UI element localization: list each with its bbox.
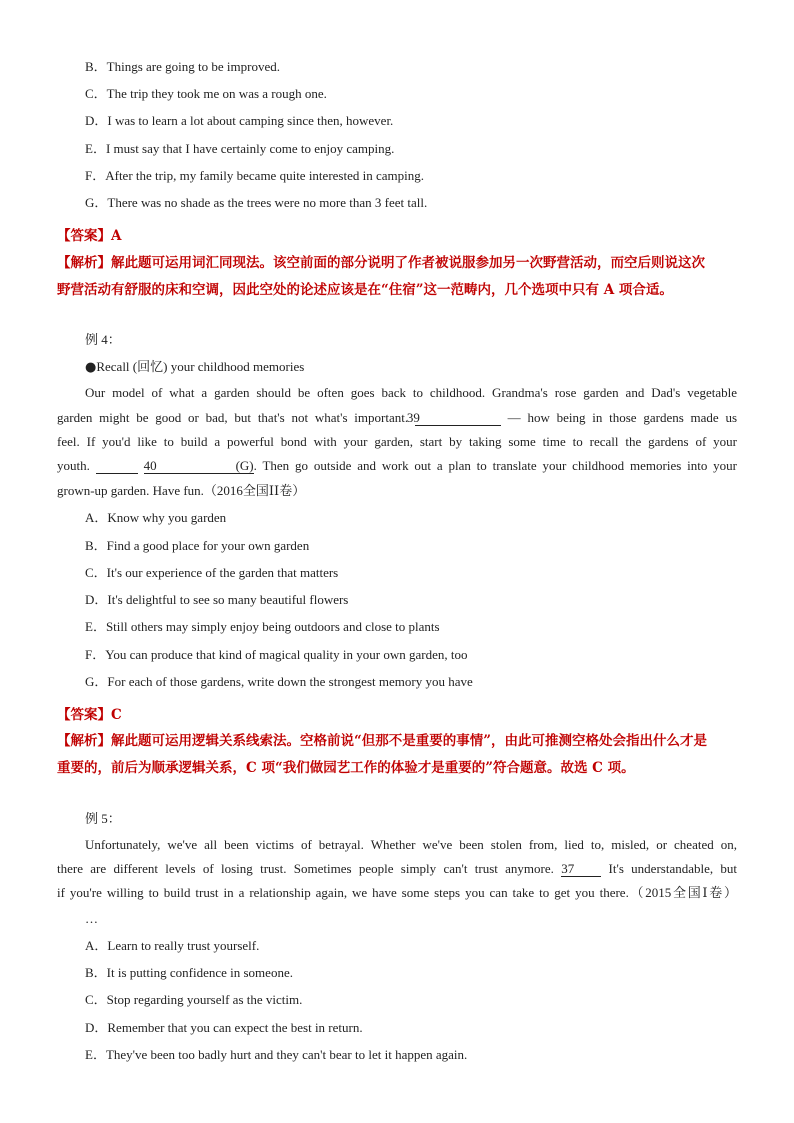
ellipsis: … [85,911,98,926]
analysis-1-line-1 [57,254,705,272]
option-f-top: F．After the trip, my family became quite interested in camping. [85,168,424,183]
answer-1 [57,227,121,245]
option-d-top: D．I was to learn a lot about camping since then, however. [85,113,394,128]
option-4-g: G．For each of those gardens, write down the strongest memory you have [85,674,473,689]
analysis-2-line-1 [57,732,707,750]
passage-4-line-1: Our model of what a garden should be often goes back to childhood. Grandma's rose garden and Dad's vegetable [85,385,737,400]
answer-label: 【答案】 [57,707,111,723]
blank-37: 37 [561,861,601,877]
passage-4-line-2: garden might be good or bad, but that's not what's important. 39 — how being in those gardens made us [57,410,738,425]
option-4-b: B．Find a good place for your own garden [85,538,310,553]
option-e-top: E．I must say that I have certainly come to enjoy camping. [85,141,395,156]
blank-39: 39 [415,410,501,426]
option-4-a: A．Know why you garden [85,510,227,525]
example-5-title: 例 5： [85,811,121,826]
option-4-c: C．It's our experience of the garden that matters [85,565,339,580]
answer-value: C [111,707,122,723]
bullet-icon: ● [85,360,97,375]
option-g-top: G．There was no shade as the trees were no more than 3 feet tall. [85,195,428,210]
option-4-e: E．Still others may simply enjoy being outdoors and close to plants [85,619,440,634]
answer-label: 【答案】 [57,228,111,244]
analysis-label: 【解析】 [57,255,111,271]
option-4-d: D．It's delightful to see so many beautiful flowers [85,592,349,607]
passage-5-line-3: if you're willing to build trust in a relationship again, we have some steps you can take to get you there.（2015全国Ⅰ卷） [57,885,737,900]
example-4-heading [85,358,304,377]
option-5-a: A．Learn to really trust yourself. [85,938,260,953]
option-5-d: D．Remember that you can expect the best in return. [85,1020,363,1035]
blank-40-lead [96,458,138,474]
option-5-e: E．They've been too badly hurt and they can't bear to let it happen again. [85,1047,468,1062]
option-b-top: B．Things are going to be improved. [85,59,280,74]
passage-5-line-2: there are different levels of losing trust. Sometimes people simply can't trust anymore. 37 It's understandable, but [57,861,738,876]
answer-2 [57,706,122,724]
option-5-c: C．Stop regarding yourself as the victim. [85,992,303,1007]
answer-value: A [111,228,122,244]
analysis-text: 解此题可运用词汇同现法。该空前面的部分说明了作者被说服参加另一次野营活动，而空后则说这次 [111,255,705,271]
blank-40-answer: (G) [235,458,254,473]
option-5-b: B．It is putting confidence in someone. [85,965,293,980]
analysis-label: 【解析】 [57,733,111,749]
blank-40: 40 [144,458,236,474]
option-4-f: F．You can produce that kind of magical quality in your own garden, too [85,647,468,662]
passage-4-line-5: grown-up garden. Have fun.（2016全国ⅠⅠ卷） [57,483,306,498]
passage-4-line-4: youth. 40 (G). Then go outside and work out a plan to translate your childhood memories into your [57,458,737,473]
passage-4-line-3: feel. If you'd like to build a powerful bond with your garden, start by taking some time to recall the gardens of your [57,434,737,449]
example-4-title: 例 4： [85,332,121,347]
analysis-2-line-2: 重要的，前后为顺承逻辑关系，C 项“我们做园艺工作的体验才是重要的”符合题意。故选 C 项。 [57,760,635,776]
passage-5-line-1: Unfortunately, we've all been victims of betrayal. Whether we've been stolen from, lied to, misled, or cheated on, [85,837,737,852]
analysis-1-line-2: 野营活动有舒服的床和空调，因此空处的论述应该是在“住宿”这一范畴内，几个选项中只有 A 项合适。 [57,282,673,298]
analysis-text: 解此题可运用逻辑关系线索法。空格前说“但那不是重要的事情”，由此可推测空格处会指出什么才是 [111,733,708,749]
option-c-top: C．The trip they took me on was a rough one. [85,86,327,101]
heading-text: Recall (回忆) your childhood memories [96,359,305,374]
